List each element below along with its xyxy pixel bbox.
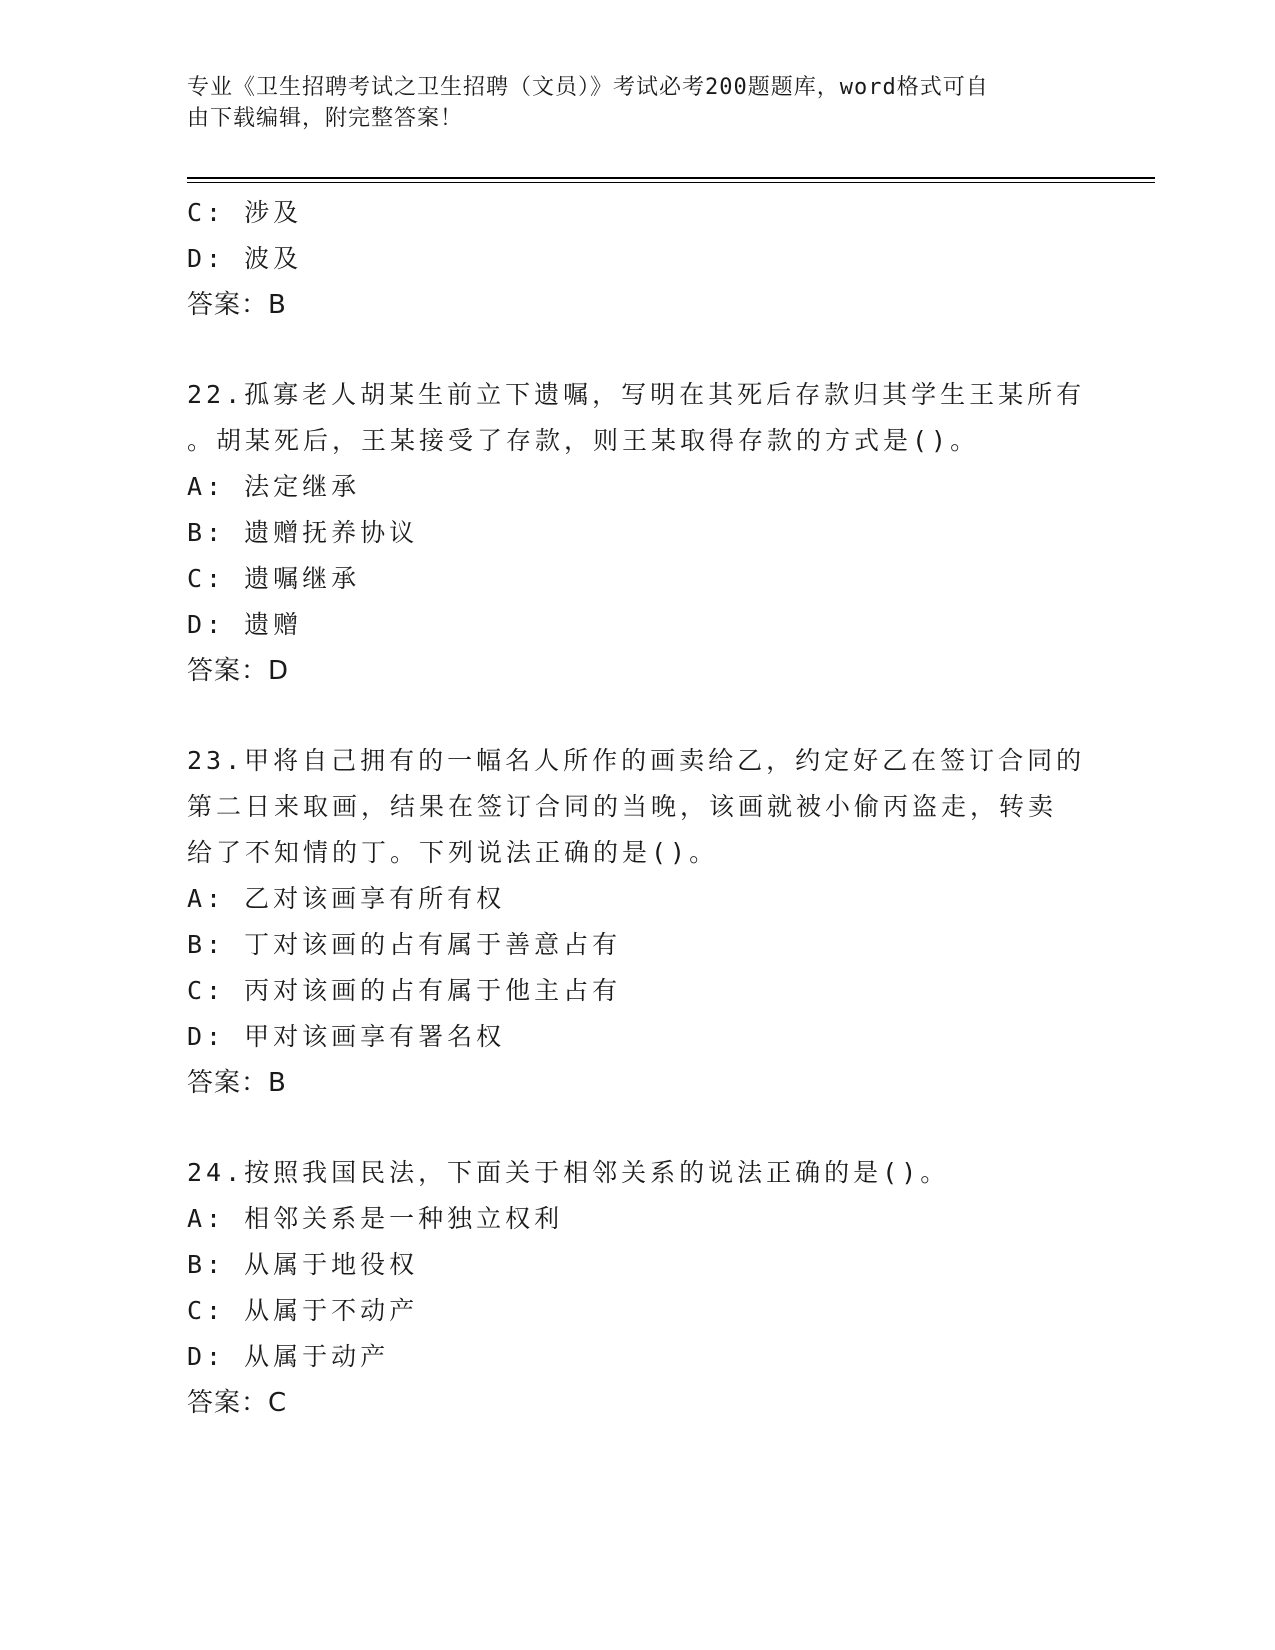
option-text: 遗赠抚养协议 [244, 518, 419, 547]
answer-line: 答案：B [187, 290, 287, 320]
option-text: 遗嘱继承 [244, 564, 361, 593]
option-text: 丙对该画的占有属于他主占有 [244, 976, 622, 1005]
header-line-2: 由下载编辑，附完整答案！ [187, 106, 464, 131]
option-label: B: [187, 930, 226, 959]
question-22 [187, 372, 1087, 694]
header-line-1: 专业《卫生招聘考试之卫生招聘（文员）》考试必考200题题库，word格式可自 [187, 75, 989, 100]
option-label: A: [187, 472, 226, 501]
option-label: D: [187, 1342, 226, 1371]
option-text: 从属于不动产 [244, 1296, 419, 1325]
header-rule-thin [187, 182, 1155, 183]
question-text-line: 23.甲将自己拥有的一幅名人所作的画卖给乙，约定好乙在签订合同的 [187, 746, 1086, 775]
option-label: A: [187, 1204, 226, 1233]
option-line [187, 556, 1087, 602]
option-line [187, 1196, 1087, 1242]
question-24 [187, 1150, 1087, 1426]
option-label: C: [187, 1296, 226, 1325]
answer-line: 答案：D [187, 656, 290, 686]
question-text-line: 。胡某死后，王某接受了存款，则王某取得存款的方式是()。 [187, 426, 980, 455]
option-label: B: [187, 1250, 226, 1279]
option-text: 从属于动产 [244, 1342, 390, 1371]
option-label: A: [187, 884, 226, 913]
option-line [187, 190, 1087, 236]
option-text: 波及 [244, 244, 303, 273]
option-line [187, 1288, 1087, 1334]
question-23 [187, 738, 1087, 1106]
question-text-line: 24.按照我国民法，下面关于相邻关系的说法正确的是()。 [187, 1158, 950, 1187]
option-label: B: [187, 518, 226, 547]
question-text-line: 第二日来取画，结果在签订合同的当晚，该画就被小偷丙盗走，转卖 [187, 792, 1058, 821]
option-line [187, 602, 1087, 648]
option-label: D: [187, 610, 226, 639]
previous-question [187, 190, 1087, 328]
option-text: 从属于地役权 [244, 1250, 419, 1279]
option-line [187, 1014, 1087, 1060]
option-line [187, 1242, 1087, 1288]
header-rule-thick [187, 177, 1155, 179]
option-label: C: [187, 564, 226, 593]
question-text-line: 给了不知情的丁。下列说法正确的是()。 [187, 838, 719, 867]
option-text: 涉及 [244, 198, 303, 227]
option-text: 相邻关系是一种独立权利 [244, 1204, 564, 1233]
question-text-line: 22.孤寡老人胡某生前立下遗嘱，写明在其死后存款归其学生王某所有 [187, 380, 1086, 409]
answer-line: 答案：C [187, 1388, 288, 1418]
option-label: D: [187, 244, 226, 273]
option-line [187, 922, 1087, 968]
option-label: C: [187, 976, 226, 1005]
option-text: 乙对该画享有所有权 [244, 884, 506, 913]
option-line [187, 968, 1087, 1014]
option-text: 法定继承 [244, 472, 361, 501]
option-line [187, 236, 1087, 282]
option-line [187, 510, 1087, 556]
option-text: 丁对该画的占有属于善意占有 [244, 930, 622, 959]
option-line [187, 876, 1087, 922]
document-header [187, 72, 1067, 134]
option-text: 甲对该画享有署名权 [244, 1022, 506, 1051]
option-line [187, 1334, 1087, 1380]
option-text: 遗赠 [244, 610, 303, 639]
answer-line: 答案：B [187, 1068, 287, 1098]
question-list [187, 190, 1087, 1426]
option-line [187, 464, 1087, 510]
option-label: C: [187, 198, 226, 227]
option-label: D: [187, 1022, 226, 1051]
